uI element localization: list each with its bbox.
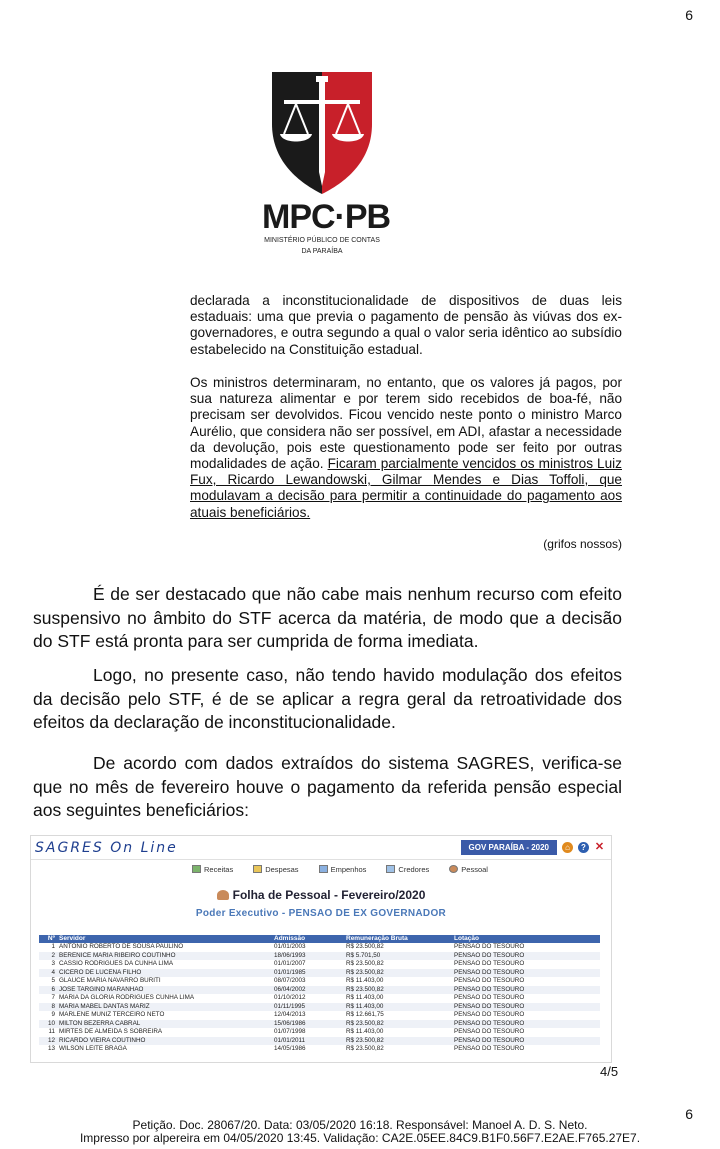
- quote-paragraph-2: [190, 375, 622, 521]
- footer-line-2: Impresso por alpereira em 04/05/2020 13:45. Validação: CA2E.05EE.84C9.B1F0.56F7.E2AE.F765.27E7.: [79, 1131, 641, 1145]
- quote-p2-underlined: Ficaram parcialmente vencidos os ministros Luiz Fux, Ricardo Lewandowski, Gilmar Mendes e Dias Toffoli, que modulavam a decisão para permitir a continuidade do pagamento aos atuais beneficiários.: [190, 456, 622, 520]
- logo-subtitle-2: DA PARAÍBA: [301, 248, 343, 255]
- folha-subtitle: Poder Executivo - PENSAO DE EX GOVERNADOR: [195, 908, 447, 919]
- quote-paragraph-1: declarada a inconstitucionalidade de dispositivos de duas leis estaduais: uma que previa o pagamento de pensão às viúvas dos ex-governadores, e outra segundo a qual o valor seria idêntico ao subsídio estabelecido na Constituição estadual.: [190, 293, 622, 357]
- body-paragraph-1: É de ser destacado que não cabe mais nenhum recurso com efeito suspensivo no âmbito do STF acerca da matéria, de modo que a decisão do STF está pronta para ser cumprida de forma imediata.: [33, 584, 622, 651]
- table-row: 9 MARLENE MUNIZ TERCEIRO NETO 12/04/2013 R$ 12.661,75 PENSAO DO TESOURO: [51, 1011, 525, 1018]
- sagres-menu: [31, 860, 611, 878]
- scales-of-justice-icon: [266, 68, 378, 198]
- table-row: 13 WILSON LEITE BRAGA 14/05/1986 R$ 23.500,82 PENSAO DO TESOURO: [47, 1045, 525, 1052]
- sagres-header: [31, 836, 611, 860]
- table-row: 12 RICARDO VIEIRA COUTINHO 01/01/2011 R$ 23.500,82 PENSAO DO TESOURO: [39, 1037, 600, 1046]
- table-header: Nº Servidor Admissão Remuneração Bruta Lotação: [39, 935, 600, 943]
- page-number-bottom: 6: [685, 1106, 693, 1122]
- page-fraction: 4/5: [600, 1064, 619, 1079]
- menu-credores[interactable]: Credores: [386, 865, 429, 874]
- menu-empenhos[interactable]: Empenhos: [319, 865, 367, 874]
- beneficiaries-table: [39, 935, 600, 1054]
- table-row: 3 CASSIO RODRIGUES DA CUNHA LIMA 01/01/2007 R$ 23.500,82 PENSAO DO TESOURO: [51, 960, 525, 967]
- home-icon[interactable]: ⌂: [562, 842, 573, 853]
- sagres-screenshot: [30, 835, 612, 1063]
- table-row: 2 BERENICE MARIA RIBEIRO COUTINHO 18/06/1993 R$ 5.701,50 PENSAO DO TESOURO: [39, 952, 600, 961]
- body-paragraph-3: De acordo com dados extraídos do sistema SAGRES, verifica-se que no mês de fevereiro houve o pagamento da referida pensão especial aos seguintes beneficiários:: [33, 753, 622, 820]
- close-icon[interactable]: ✕: [594, 841, 605, 853]
- table-row: 10 MILTON BEZERRA CABRAL 15/06/1986 R$ 23.500,82 PENSAO DO TESOURO: [39, 1020, 600, 1029]
- table-row: 6 JOSE TARGINO MARANHAO 06/04/2002 R$ 23.500,82 PENSAO DO TESOURO: [39, 986, 600, 995]
- menu-pessoal[interactable]: Pessoal: [449, 865, 488, 874]
- gov-label: GOV PARAÍBA - 2020: [461, 840, 557, 855]
- table-row: 5 GLAUCE MARIA NAVARRO BURITI 08/07/2003 R$ 11.403,00 PENSAO DO TESOURO: [51, 977, 525, 984]
- logo-subtitle-1: MINISTÉRIO PÚBLICO DE CONTAS: [264, 237, 380, 244]
- body-paragraph-2: Logo, no presente caso, não tendo havido modulação dos efeitos da decisão pelo STF, é de se aplicar a regra geral da retroatividade dos efeitos da declaração de inconstitucionalidade.: [33, 665, 622, 732]
- people-icon: [217, 890, 229, 900]
- page-number-top: 6: [685, 7, 693, 23]
- table-row: 4 CICERO DE LUCENA FILHO 01/01/1985 R$ 23.500,82 PENSAO DO TESOURO: [39, 969, 600, 978]
- menu-receitas[interactable]: Receitas: [192, 865, 233, 874]
- logo-brand: MPC·PB: [262, 198, 391, 236]
- folha-title: Folha de Pessoal - Fevereiro/2020: [31, 888, 611, 902]
- sagres-logo: SAGRES On Line: [35, 839, 178, 856]
- footer-line-1: Petição. Doc. 28067/20. Data: 03/05/2020 16:18. Responsável: Manoel A. D. S. Neto.: [132, 1118, 588, 1132]
- mpc-pb-logo: [262, 68, 391, 256]
- table-row: 11 MIRTES DE ALMEIDA S SOBREIRA 01/07/1998 R$ 11.403,00 PENSAO DO TESOURO: [48, 1028, 525, 1035]
- help-icon[interactable]: ?: [578, 842, 589, 853]
- menu-despesas[interactable]: Despesas: [253, 865, 298, 874]
- grifos-note: (grifos nossos): [543, 537, 622, 551]
- quote-p2-plain: Os ministros determinaram, no entanto, que os valores já pagos, por sua natureza alimentar e por terem sido recebidos de boa-fé, não precisam ser devolvidos. Ficou vencido neste ponto o ministro Marco Aurélio, que considera não ser possível, em ADI, afastar a necessidade da devolução, pois este questionamento pode ser feito por outras modalidades de ação.: [190, 375, 622, 472]
- table-row: 7 MARIA DA GLORIA RODRIGUES CUNHA LIMA 01/10/2012 R$ 11.403,00 PENSAO DO TESOURO: [51, 994, 525, 1001]
- table-row: 8 MARIA MABEL DANTAS MARIZ 01/11/1995 R$ 11.403,00 PENSAO DO TESOURO: [39, 1003, 600, 1012]
- table-row: 1 ANTONIO ROBERTO DE SOUSA PAULINO 01/01/2003 R$ 23.500,82 PENSAO DO TESOURO: [51, 943, 525, 950]
